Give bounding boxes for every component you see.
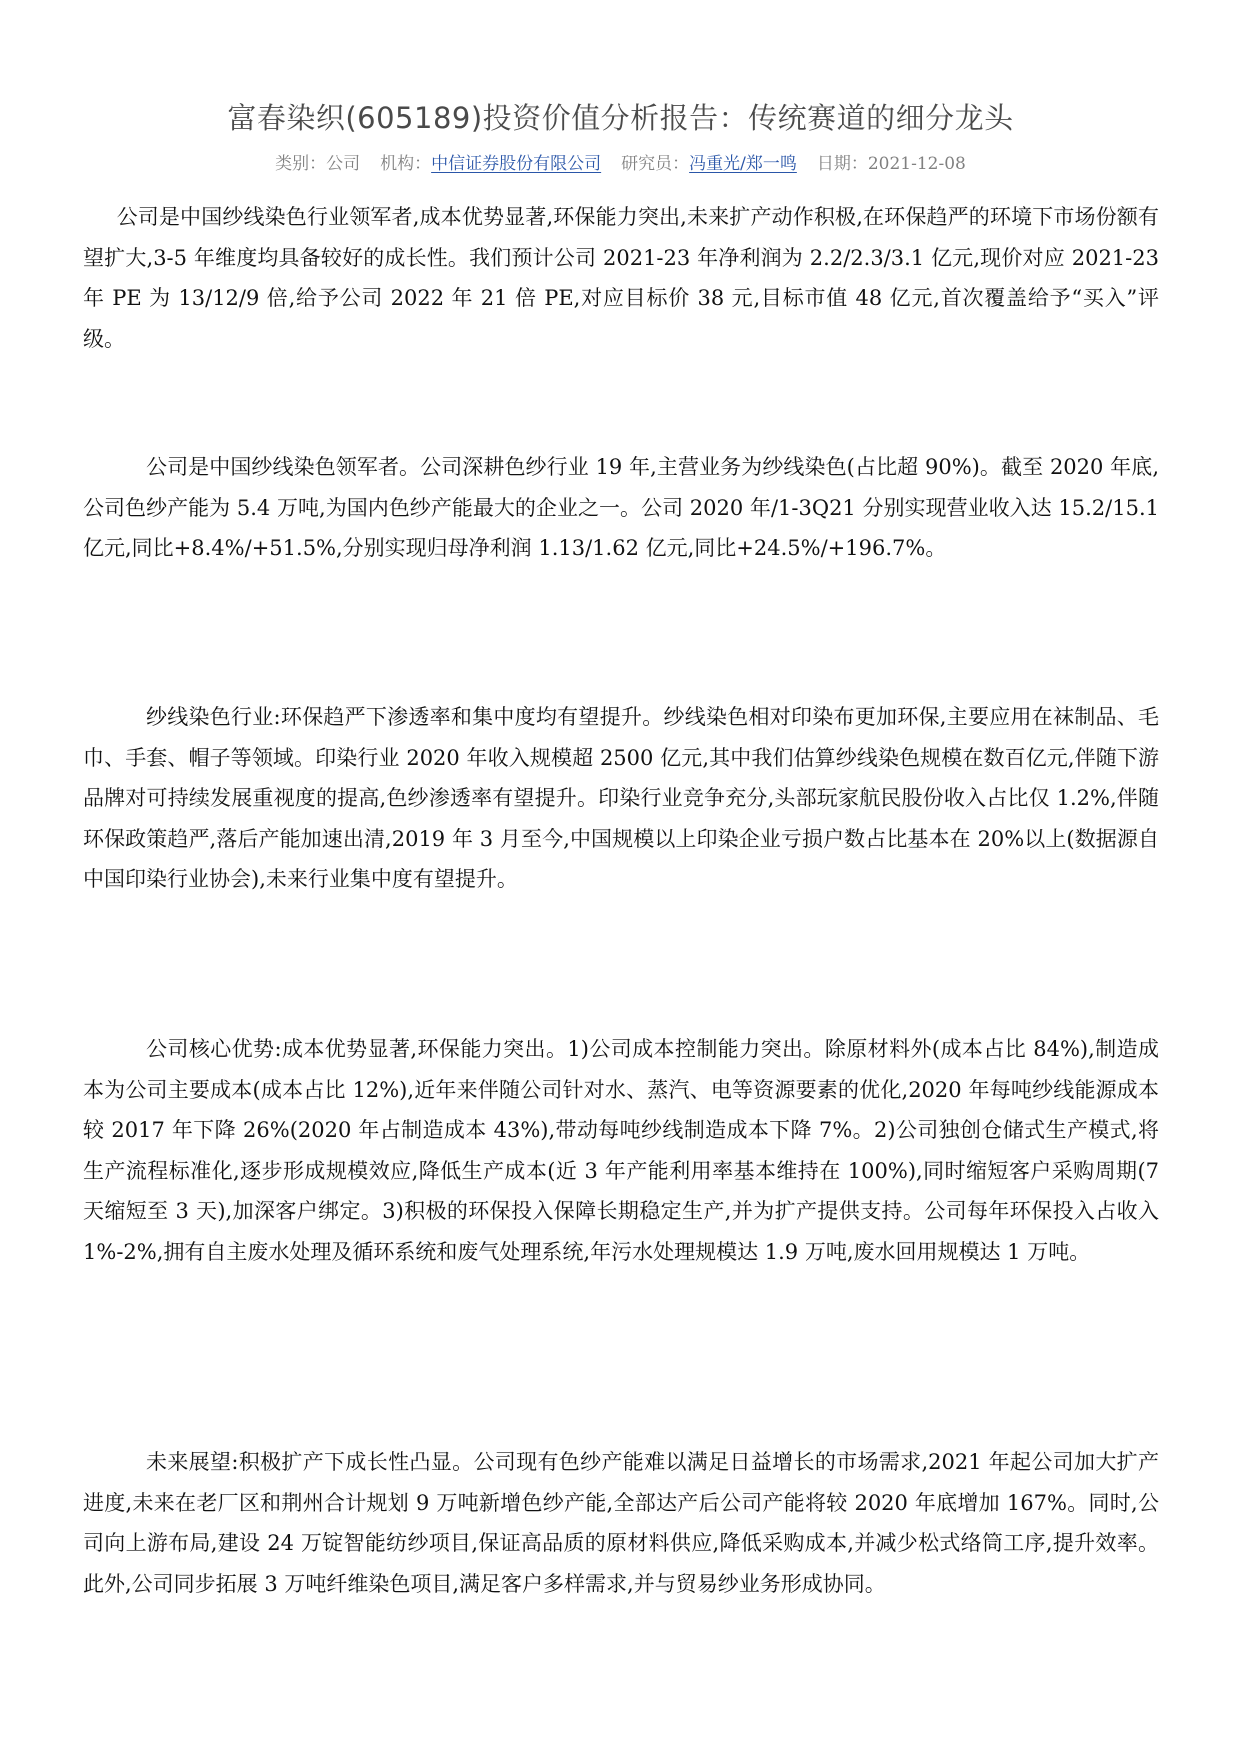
paragraph-industry bbox=[83, 697, 1159, 900]
paragraph-summary bbox=[83, 197, 1159, 359]
institution-label: 机构： bbox=[380, 154, 432, 174]
paragraph-text: 公司核心优势:成本优势显著,环保能力突出。1)公司成本控制能力突出。除原材料外(成本占比 84%),制造成本为公司主要成本(成本占比 12%),近年来伴随公司针对水、蒸汽、电等资源要素的优化,2020 年每吨纱线能源成本较 2017 年下降 26%(2020 年占制造成本 43%),带动每吨纱线制造成本下降 7%。2)公司独创仓储式生产模式,将生产流程标准化,逐步形成规模效应,降低生产成本(近 3 年产能利用率基本维持在 100%),同时缩短客户采购周期(7 天缩短至 3 天),加深客户绑定。3)积极的环保投入保障长期稳定生产,并为扩产提供支持。公司每年环保投入占收入 1%-2%,拥有自主废水处理及循环系统和废气处理系统,年污水处理规模达 1.9 万吨,废水回用规模达 1 万吨。 bbox=[83, 1037, 1159, 1264]
date-label: 日期： bbox=[816, 154, 868, 174]
paragraph-outlook bbox=[83, 1442, 1159, 1604]
date-value: 2021-12-08 bbox=[867, 154, 966, 174]
paragraph-company-overview bbox=[83, 447, 1159, 569]
report-title: 富春染织(605189)投资价值分析报告：传统赛道的细分龙头 bbox=[227, 101, 1014, 135]
paragraph-core-advantages bbox=[83, 1029, 1159, 1272]
researcher-link[interactable]: 冯重光/郑一鸣 bbox=[689, 154, 797, 174]
report-meta bbox=[0, 152, 1241, 176]
paragraph-text: 纱线染色行业:环保趋严下渗透率和集中度均有望提升。纱线染色相对印染布更加环保,主要应用在袜制品、毛巾、手套、帽子等领域。印染行业 2020 年收入规模超 2500 亿元,其中我们估算纱线染色规模在数百亿元,伴随下游品牌对可持续发展重视度的提高,色纱渗透率有望提升。印染行业竞争充分,头部玩家航民股份收入占比仅 1.2%,伴随环保政策趋严,落后产能加速出清,2019 年 3 月至今,中国规模以上印染企业亏损户数占比基本在 20%以上(数据源自中国印染行业协会),未来行业集中度有望提升。 bbox=[83, 705, 1159, 891]
researcher-label: 研究员： bbox=[621, 154, 690, 174]
category-value: 公司 bbox=[326, 154, 361, 174]
paragraph-text: 公司是中国纱线染色领军者。公司深耕色纱行业 19 年,主营业务为纱线染色(占比超 90%)。截至 2020 年底,公司色纱产能为 5.4 万吨,为国内色纱产能最大的企业之一。公司 2020 年/1-3Q21 分别实现营业收入达 15.2/15.1 亿元,同比+8.4%/+51.5%,分别实现归母净利润 1.13/1.62 亿元,同比+24.5%/+196.7%。 bbox=[83, 455, 1159, 560]
category-label: 类别： bbox=[275, 154, 327, 174]
paragraph-text: 公司是中国纱线染色行业领军者,成本优势显著,环保能力突出,未来扩产动作积极,在环保趋严的环境下市场份额有望扩大,3-5 年维度均具备较好的成长性。我们预计公司 2021-23 年净利润为 2.2/2.3/3.1 亿元,现价对应 2021-23 年 PE 为 13/12/9 倍,给予公司 2022 年 21 倍 PE,对应目标价 38 元,目标市值 48 亿元,首次覆盖给予“买入”评级。 bbox=[83, 205, 1159, 351]
institution-link[interactable]: 中信证券股份有限公司 bbox=[431, 154, 602, 174]
paragraph-text: 未来展望:积极扩产下成长性凸显。公司现有色纱产能难以满足日益增长的市场需求,2021 年起公司加大扩产进度,未来在老厂区和荆州合计规划 9 万吨新增色纱产能,全部达产后公司产能将较 2020 年底增加 167%。同时,公司向上游布局,建设 24 万锭智能纺纱项目,保证高品质的原材料供应,降低采购成本,并减少松式络筒工序,提升效率。此外,公司同步拓展 3 万吨纤维染色项目,满足客户多样需求,并与贸易纱业务形成协同。 bbox=[83, 1450, 1159, 1596]
